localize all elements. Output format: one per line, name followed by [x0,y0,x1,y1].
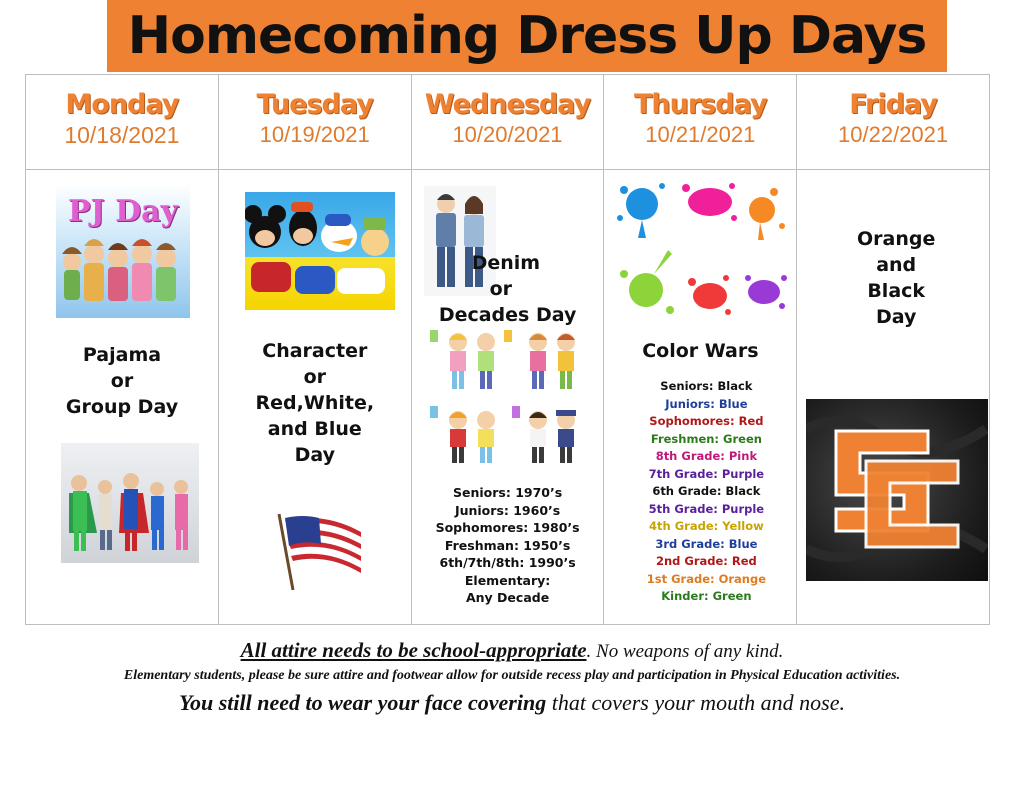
list-item: Sophomores: 1980’s [435,520,580,535]
decades-kids-icon [428,328,588,470]
header-monday [26,75,219,170]
day-name: Thursday [634,89,767,120]
list-item: 1st Grade: Orange [646,571,767,586]
theme-line: Pajama [82,344,162,366]
list-item: Freshman: 1950’s [444,537,571,553]
face-covering-notice: You still need to wear your face covering [178,690,547,715]
elementary-notice: Elementary students, please be sure attire and footwear allow for outside recess play and participation in Physical Education activities. [123,668,901,683]
header-thursday [604,75,797,170]
theme-line: or [303,366,327,388]
list-item: 8th Grade: Pink [655,449,758,463]
theme-line: Decades Day [438,304,577,326]
list-item: Juniors: 1960’s [454,502,561,518]
day-date: 10/22/2021 [838,122,949,147]
list-item: Elementary: [464,572,551,588]
color-wars-list [604,378,808,606]
cell-wednesday [411,170,604,625]
day-name: Wednesday [424,89,591,120]
theme-line: Day [294,444,335,466]
cartoon-characters-icon [245,192,395,310]
theme-line: Group Day [65,396,179,418]
page-title: Homecoming Dress Up Days [127,6,927,66]
weapons-notice: . No weapons of any kind. [586,641,784,662]
header-friday [797,75,990,170]
day-name: Monday [65,89,179,120]
list-item: 6th Grade: Black [652,484,761,498]
day-date: 10/21/2021 [645,122,756,147]
wednesday-theme [412,250,604,328]
list-item: Any Decade [465,590,550,605]
schedule-table [25,74,990,625]
paint-splatters-icon [614,178,790,328]
theme-line: Day [875,306,917,328]
list-item: 5th Grade: Purple [648,501,765,516]
day-date: 10/20/2021 [452,122,563,147]
disney-characters-image [245,192,395,310]
theme-line: Color Wars [642,340,759,362]
header-row [26,75,990,170]
footer-line-2 [0,668,1024,684]
pj-day-text: PJ Day [67,194,179,229]
list-item: 7th Grade: Purple [648,466,765,481]
day-date: 10/19/2021 [259,122,370,147]
list-item: Seniors: Black [660,379,753,393]
thursday-theme [604,338,796,364]
header-tuesday [218,75,411,170]
header-wednesday [411,75,604,170]
sc-logo-mark-icon [806,399,988,581]
theme-line: Black [867,280,926,302]
list-item: Sophomores: Red [649,414,764,428]
theme-line: Character [262,340,368,362]
list-item: 2nd Grade: Red [655,554,757,568]
monday-theme [26,342,218,420]
cell-friday [797,170,990,625]
footer-line-3 [0,690,1024,716]
superhero-kids-image [61,443,199,563]
superheroes-icon [61,443,199,563]
kids-pajamas-icon [56,184,190,318]
body-row [26,170,990,625]
theme-line: and Blue [267,418,362,440]
day-name: Tuesday [256,89,373,120]
appropriate-notice: All attire needs to be school-appropriate [240,638,587,662]
pj-day-image [56,184,190,318]
cell-monday [26,170,219,625]
list-item: Kinder: Green [661,589,752,603]
tuesday-theme [219,338,411,468]
theme-line: or [489,278,513,300]
list-item: 3rd Grade: Blue [655,536,758,551]
face-covering-rest: that covers your mouth and nose. [546,690,846,715]
theme-line: Denim [471,252,541,274]
theme-line: Orange [857,228,936,250]
list-item: 4th Grade: Yellow [649,519,764,533]
decades-list [412,484,604,607]
theme-line: and [876,254,917,276]
cell-tuesday [218,170,411,625]
american-flag-icon [271,508,367,594]
title-banner [107,0,947,72]
day-date: 10/18/2021 [64,122,180,148]
cell-thursday [604,170,797,625]
list-item: 6th/7th/8th: 1990’s [439,555,576,570]
day-name: Friday [849,89,937,120]
footer-line-1 [0,638,1024,663]
list-item: Juniors: Blue [665,396,748,411]
sc-logo [806,399,988,581]
friday-theme [797,226,995,330]
list-item: Seniors: 1970’s [453,485,563,500]
list-item: Freshmen: Green [650,431,762,446]
theme-line: Red,White, [255,392,375,414]
theme-line: or [110,370,134,392]
